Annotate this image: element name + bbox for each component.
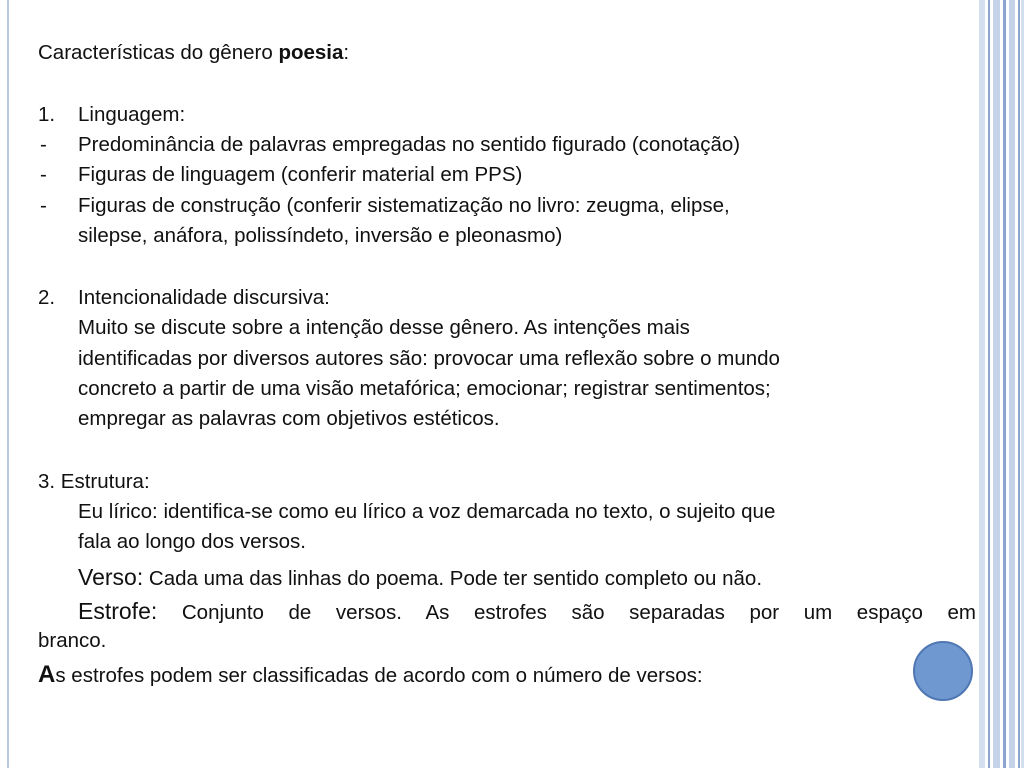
section-3-heading: 3. Estrutura: [38, 470, 150, 493]
verso-label: Verso: [78, 564, 144, 590]
eu-lirico-line: Eu lírico: identifica-se como eu lírico a voz demarcada no texto, o sujeito que [78, 500, 776, 523]
section-2-paragraph-line: empregar as palavras com objetivos estéticos. [78, 407, 500, 430]
section-1-heading: Linguagem: [78, 103, 186, 126]
final-drop-letter: A [38, 661, 56, 688]
right-decorative-stripes [979, 0, 1024, 768]
bullet-dash: - [40, 194, 47, 217]
final-text: s estrofes podem ser classificadas de acordo com o número de versos: [55, 664, 703, 687]
bullet-dash: - [40, 133, 47, 156]
section-2-paragraph-line: identificadas por diversos autores são: provocar uma reflexão sobre o mundo [78, 347, 780, 370]
bullet-item: Figuras de linguagem (conferir material em PPS) [78, 163, 523, 186]
estrofe-definition [78, 598, 976, 626]
final-sentence [38, 662, 703, 689]
estrofe-continuation: branco. [38, 629, 107, 652]
section-2-number: 2. [38, 286, 56, 309]
section-2-paragraph-line: concreto a partir de uma visão metafórica; emocionar; registrar sentimentos; [78, 377, 771, 400]
decorative-circle [913, 641, 973, 701]
bullet-item-continuation: silepse, anáfora, polissíndeto, inversão e pleonasmo) [78, 224, 563, 247]
verso-definition [78, 564, 762, 592]
eu-lirico-line: fala ao longo dos versos. [78, 530, 306, 553]
bullet-dash: - [40, 163, 47, 186]
bullet-item: Predominância de palavras empregadas no sentido figurado (conotação) [78, 133, 741, 156]
estrofe-text: Conjunto de versos. As estrofes são separadas por um espaço em [157, 601, 976, 624]
bullet-item: Figuras de construção (conferir sistematização no livro: zeugma, elipse, [78, 194, 730, 217]
section-2-heading: Intencionalidade discursiva: [78, 286, 330, 309]
section-1-number: 1. [38, 103, 56, 126]
section-2-paragraph-line: Muito se discute sobre a intenção desse gênero. As intenções mais [78, 316, 690, 339]
verso-text: Cada uma das linhas do poema. Pode ter sentido completo ou não. [143, 567, 763, 590]
slide-title: Características do gênero poesia: [38, 41, 350, 64]
left-border-line [7, 0, 9, 768]
estrofe-label: Estrofe: [78, 598, 158, 624]
